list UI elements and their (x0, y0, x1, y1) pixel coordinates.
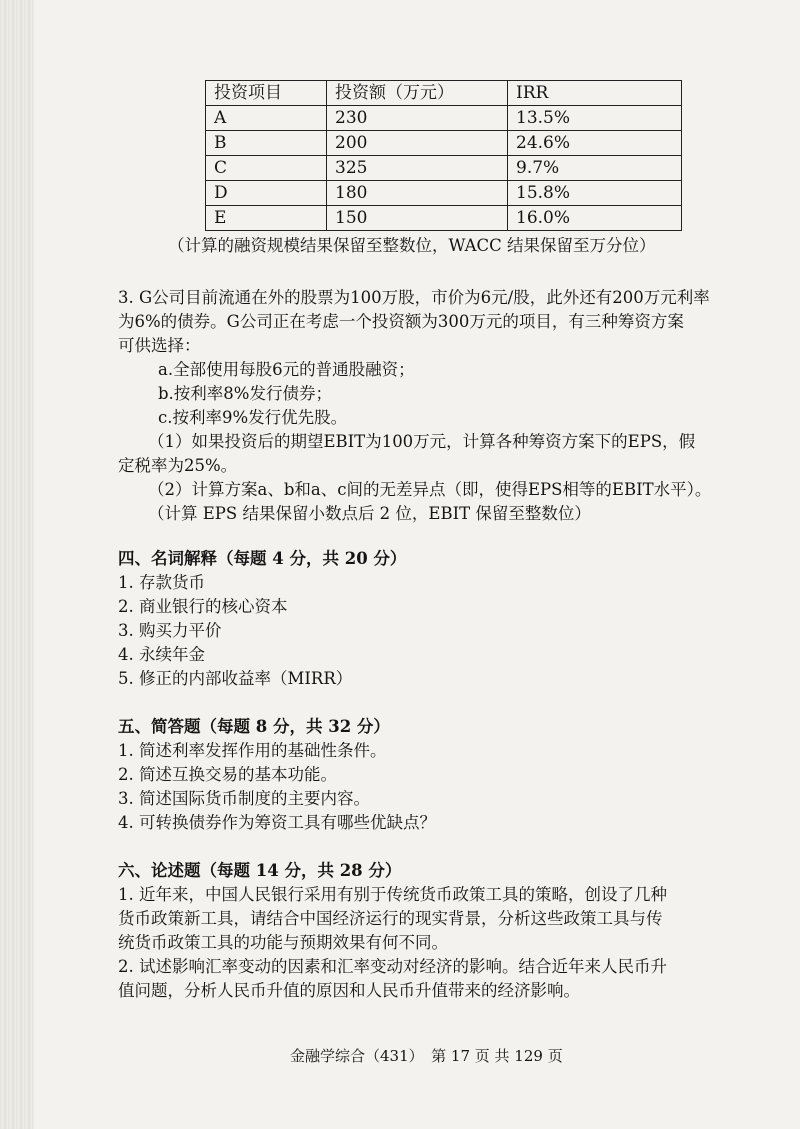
list-item: 4. 可转换债券作为筹资工具有哪些优缺点？ (118, 813, 436, 832)
q3-sub2: （2）计算方案a、b和a、c间的无差异点（即，使得EPS相等的EBIT水平）。 (148, 480, 712, 499)
q3-line: 3. G公司目前流通在外的股票为100万股，市价为6元/股，此外还有200万元利率 (118, 288, 710, 307)
table-row (206, 156, 682, 181)
table-cell: D (206, 181, 327, 206)
essay-line: 货币政策新工具，请结合中国经济运行的现实背景，分析这些政策工具与传 (118, 909, 663, 928)
essay-line: 值问题，分析人民币升值的原因和人民币升值带来的经济影响。 (118, 981, 580, 1000)
section-6-title: 六、论述题（每题 14 分，共 28 分） (118, 861, 402, 880)
table-cell: A (206, 106, 327, 131)
table-header-cell: 投资项目 (206, 81, 327, 106)
essay-line: 统货币政策工具的功能与预期效果有何不同。 (118, 933, 448, 952)
page-footer: 金融学综合（431） 第 17 页 共 129 页 (290, 1047, 563, 1065)
table-cell: E (206, 206, 327, 231)
table-row (206, 106, 682, 131)
list-item: 4. 永续年金 (118, 645, 205, 664)
table-cell: 180 (327, 181, 508, 206)
table-cell: 230 (327, 106, 508, 131)
list-item: 3. 购买力平价 (118, 621, 222, 640)
table-cell: 325 (327, 156, 508, 181)
list-item: 2. 商业银行的核心资本 (118, 597, 288, 616)
list-item: 2. 简述互换交易的基本功能。 (118, 765, 337, 784)
q3-sub1-line: 定税率为25%。 (118, 456, 238, 475)
section-4-title: 四、名词解释（每题 4 分，共 20 分） (118, 549, 407, 568)
table-row (206, 131, 682, 156)
table-header-cell: IRR (508, 81, 682, 106)
table-cell: 24.6% (508, 131, 682, 156)
table-note: （计算的融资规模结果保留至整数位，WACC 结果保留至万分位） (168, 236, 656, 255)
investment-table (205, 80, 682, 231)
table-header-cell: 投资额（万元） (327, 81, 508, 106)
table-cell: 16.0% (508, 206, 682, 231)
q3-option: c.按利率9%发行优先股。 (158, 408, 348, 427)
list-item: 1. 简述利率发挥作用的基础性条件。 (118, 741, 387, 760)
q3-option: b.按利率8%发行债券； (158, 384, 332, 403)
essay-line: 1. 近年来，中国人民银行采用有别于传统货币政策工具的策略，创设了几种 (118, 885, 667, 904)
table-cell: C (206, 156, 327, 181)
table-header-row (206, 81, 682, 106)
section-5-title: 五、简答题（每题 8 分，共 32 分） (118, 717, 390, 736)
table-cell: 9.7% (508, 156, 682, 181)
table-cell: 200 (327, 131, 508, 156)
list-item: 1. 存款货币 (118, 573, 205, 592)
q3-line: 为6%的债券。G公司正在考虑一个投资额为300万元的项目，有三种筹资方案 (118, 312, 684, 331)
table-row (206, 206, 682, 231)
q3-option: a.全部使用每股6元的普通股融资； (158, 360, 415, 379)
q3-sub1-line: （1）如果投资后的期望EBIT为100万元，计算各种筹资方案下的EPS，假 (148, 432, 696, 451)
q3-line: 可供选择： (118, 336, 201, 355)
list-item: 5. 修正的内部收益率（MIRR） (118, 669, 353, 688)
table-cell: 150 (327, 206, 508, 231)
essay-line: 2. 试述影响汇率变动的因素和汇率变动对经济的影响。结合近年来人民币升 (118, 957, 667, 976)
table-cell: 15.8% (508, 181, 682, 206)
table-cell: B (206, 131, 327, 156)
table-cell: 13.5% (508, 106, 682, 131)
table-row (206, 181, 682, 206)
list-item: 3. 简述国际货币制度的主要内容。 (118, 789, 370, 808)
q3-note: （计算 EPS 结果保留小数点后 2 位，EBIT 保留至整数位） (148, 504, 591, 523)
